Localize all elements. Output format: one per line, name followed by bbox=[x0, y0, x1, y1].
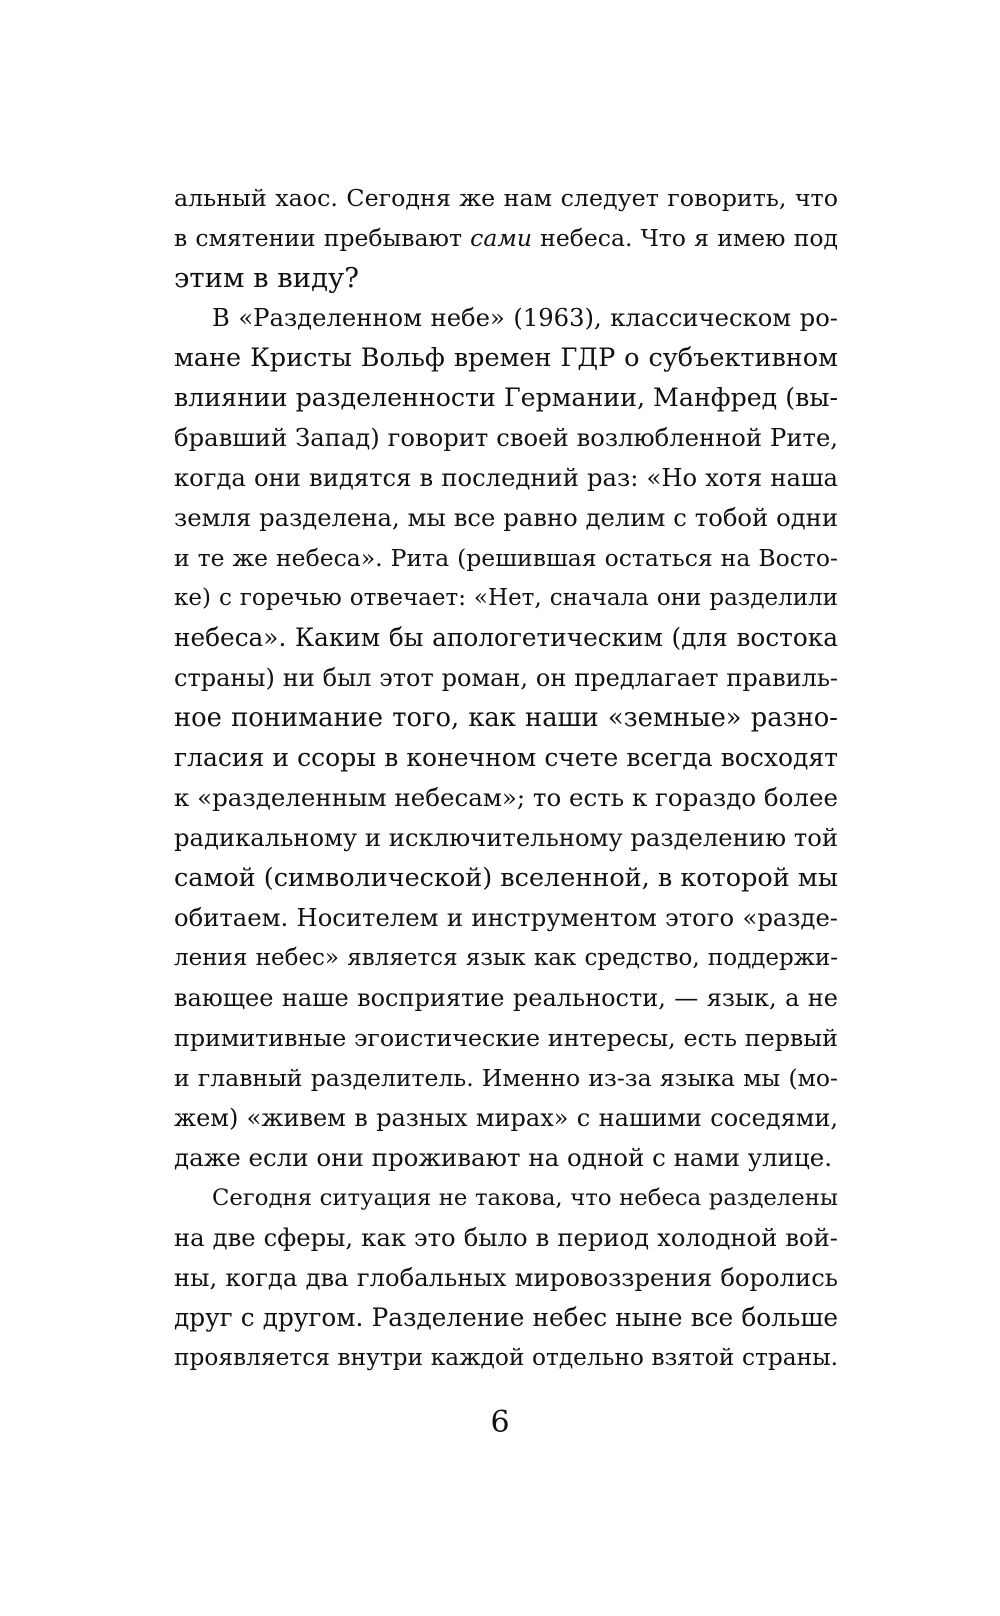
text-line: проявляется внутри каждой отдельно взятой страны. bbox=[174, 1344, 838, 1371]
text-line: в смятении пребывают сами небеса. Что я имею под bbox=[174, 224, 838, 252]
text-line: земля разделена, мы все равно делим с тобой одни bbox=[174, 503, 838, 532]
text-line: и главный разделитель. Именно из-за языка мы (мо- bbox=[174, 1064, 838, 1092]
text-line: В «Разделенном небе» (1963), классическом ро- bbox=[212, 303, 838, 332]
text-line: ке) с горечью отвечает: «Нет, сначала они разделили bbox=[174, 585, 838, 611]
text-line: альный хаос. Сегодня же нам следует говорить, что bbox=[174, 184, 838, 212]
text-line: мане Кристы Вольф времен ГДР о субъективном bbox=[174, 343, 838, 373]
text-line: Сегодня ситуация не такова, что небеса разделены bbox=[212, 1185, 838, 1211]
text-line: друг с другом. Разделение небес ныне все больше bbox=[174, 1303, 838, 1332]
text-line: примитивные эгоистические интересы, есть первый bbox=[174, 1024, 838, 1052]
text-line: ное понимание того, как наши «земные» разно- bbox=[174, 703, 838, 733]
text-line: ны, когда два глобальных мировоззрения боролись bbox=[174, 1263, 838, 1292]
text-line: бравший Запад) говорит своей возлюбленной Рите, bbox=[174, 423, 838, 452]
text-line: к «разделенным небесам»; то есть к гораздо более bbox=[174, 783, 838, 812]
text-line: даже если они проживают на одной с нами улице. bbox=[174, 1143, 833, 1172]
text-line: вающее наше восприятие реальности, — язык, а не bbox=[174, 984, 838, 1012]
text-line: самой (символической) вселенной, в которой мы bbox=[174, 863, 838, 893]
text-line: жем) «живем в разных мирах» с нашими соседями, bbox=[174, 1104, 838, 1132]
text-line: страны) ни был этот роман, он предлагает правиль- bbox=[174, 664, 838, 692]
text-line: на две сферы, как это было в период холодной вой- bbox=[174, 1223, 838, 1252]
text-line: обитаем. Носителем и инструментом этого «разде- bbox=[174, 903, 838, 932]
text-line: радикальному и исключительному разделению той bbox=[174, 823, 838, 852]
text-line: когда они видятся в последний раз: «Но хотя наша bbox=[174, 463, 838, 492]
text-line: этим в виду? bbox=[174, 262, 359, 294]
text-line: гласия и ссоры в конечном счете всегда восходят bbox=[174, 743, 838, 772]
text-line: ления небес» является язык как средство, поддержи- bbox=[174, 945, 838, 971]
page-number: 6 bbox=[490, 1405, 510, 1440]
text-line: и те же небеса». Рита (решившая остаться на Восто- bbox=[174, 544, 838, 572]
text-line: влиянии разделенности Германии, Манфред (вы- bbox=[174, 383, 838, 412]
emphasis-text: сами bbox=[470, 224, 532, 252]
text-line: небеса». Каким бы апологетическим (для востока bbox=[174, 623, 838, 652]
